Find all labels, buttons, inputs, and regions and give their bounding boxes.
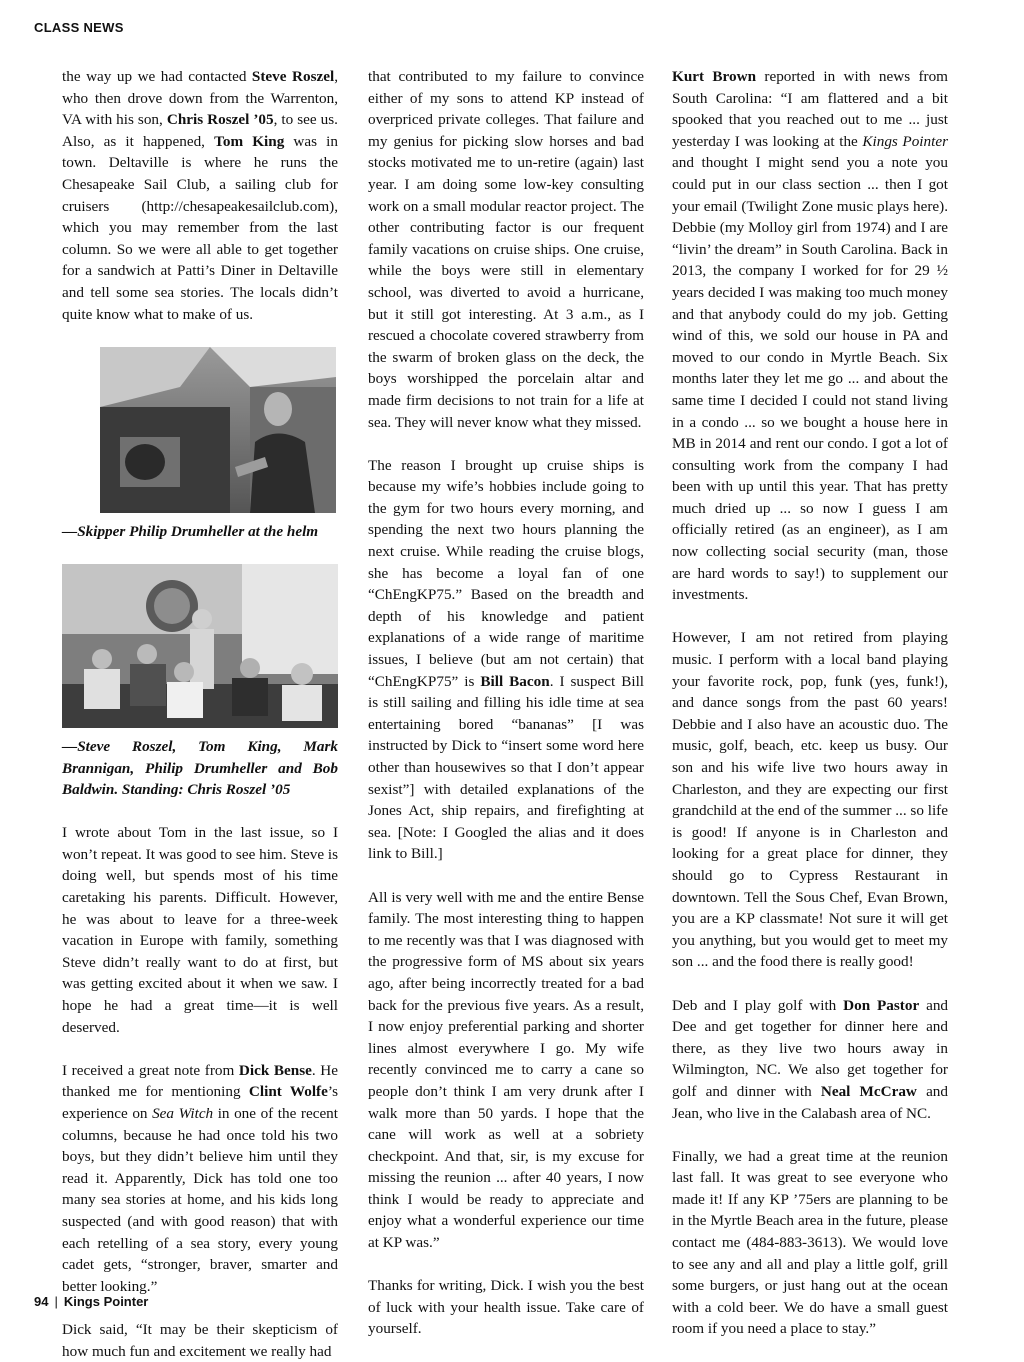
column-3 xyxy=(672,66,948,1340)
page-footer xyxy=(34,1294,148,1309)
photo-image xyxy=(100,347,336,513)
text: , to see us. Also, as it happened, xyxy=(62,111,338,150)
paragraph: Thanks for writing, Dick. I wish you the best of luck with your health issue. Take care of yourself. xyxy=(368,1277,644,1338)
photo-group xyxy=(62,564,338,728)
text: the way up we had contacted xyxy=(62,68,252,85)
name: Steve Roszel xyxy=(251,68,335,85)
text: The reason I brought up cruise ships is because my wife’s hobbies include going to the gym for two hours every morning, and spending the next two hours planning the next cruise. While reading the cruise blogs, she has become a loyal fan of one “ChEngKP75.” Based on the breadth and depth of his knowledge and patient explanations of a wide range of maritime issues, I believe (but am not certain) that “ChEngKP75” is xyxy=(368,456,644,690)
italic-title: Kings Pointer xyxy=(862,132,948,150)
paragraph: that contributed to my failure to convince either of my sons to attend KP instead of overpriced private colleges. That failure and my genius for picking slow horses and bad stocks motivated me to un-retire (again) last year. I am doing some low-key consulting work on a small modular reactor project. The other contributing factor is our frequent family vacations on cruise ships. One cruise, while the boys were still in elementary school, was diverted to avoid a hurricane, but it still got interesting. At 3 a.m., as I rescued a chocolate covered strawberry from the swarm of broken glass on the deck, the boys worshipped the porcelain altar and made firm decisions to not train for a life at sea. They will never know what they missed. xyxy=(368,68,644,431)
name: Neal McCraw xyxy=(820,1082,917,1100)
photo-caption-2: —Steve Roszel, Tom King, Mark Brannigan, Philip Drumheller and Bob Baldwin. Standing: Chris Roszel ’05 xyxy=(62,737,338,799)
page-number: 94 xyxy=(34,1294,49,1309)
text: Deb and I play golf with xyxy=(672,996,844,1014)
name: Tom King xyxy=(214,132,285,150)
publication-name: Kings Pointer xyxy=(63,1294,149,1309)
paragraph: I wrote about Tom in the last issue, so I won’t repeat. It was good to see him. Steve is doing well, but spends most of his time caretaking his parents. Difficult. However, he was about to leave for a three-week vacation in Europe with family, something Steve didn’t really want to do at first, but was getting excited about it when we saw. I hope he had a great time—it is well deserved. xyxy=(62,824,338,1036)
text: reported in with news from South Carolina: “I am flattered and a bit spooked that you reached out to me ... just yesterday I was looking at the xyxy=(672,68,948,150)
text: . I suspect Bill is still sailing and filling his idle time at sea entertaining bored “bananas” [I was instructed by Dick to “insert some word here other than housewives so that I don’t appear sexist”] with detailed explanations of the Jones Act, ship repairs, and firefighting at sea. [Note: I Googled the alias and it does link to Bill.] xyxy=(368,672,645,863)
photo-image xyxy=(62,564,338,728)
name: Chris Roszel ’05 xyxy=(166,111,274,129)
text: and Jean, who live in the Calabash area of NC. xyxy=(672,1082,948,1122)
italic-title: Sea Witch xyxy=(152,1105,214,1122)
text: and Dee and get together for dinner here and there, as they live two hours away in Wilmington, NC. We also get together for golf and dinner with xyxy=(672,996,949,1100)
column-2 xyxy=(368,66,644,1340)
paragraph: All is very well with me and the entire Bense family. The most interesting thing to happen to me recently was that I was diagnosed with the progressive form of MS about six years ago, after being incorrectly treated for a bad back for the previous five years. As a result, I now enjoy preferential parking and shorter lines almost everywhere I go. My wife recently convinced me to carry a cane so people don’t think I am very drunk after I walk more than 50 yards. I hope that the cane will work as well at a sobriety checkpoint. And that, sir, is my excuse for missing the reunion ... after 40 years, I now think I would be ready to appreciate and enjoy what a wonderful experience our time at KP was.” xyxy=(368,888,644,1252)
text: in one of the recent columns, because he had once told his two boys, but they didn’t believe him until they read it. Apparently, Dick has told one too many sea stories at home, and his kids long suspected (and with good reason) that with each retelling of a sea story, every young cadet gets, “stronger, braver, smarter and better looking.” xyxy=(62,1105,338,1295)
name: Dick Bense xyxy=(238,1061,312,1079)
text: was in town. Deltaville is where he runs the Chesapeake Sail Club, a sailing club for cruisers (http://chesapeakesailclub.com), which you may remember from the last column. So we were all able to get together for a sandwich at Patti’s Diner in Deltaville and tell some sea stories. The locals didn’t quite know what to make of us. xyxy=(62,132,338,323)
paragraph xyxy=(672,66,948,606)
paragraph: Dick said, “It may be their skepticism of how much fun and excitement we really had xyxy=(62,1320,338,1360)
section-title: CLASS NEWS xyxy=(34,20,124,35)
name: Clint Wolfe xyxy=(248,1083,328,1101)
text: and thought I might send you a note you could put in our class section ... then I got your email (Twilight Zone music plays here). Debbie (my Molloy girl from 1974) and I are “livin’ the dream” in South Carolina. Back in 2013, the company I worked for for 29 ½ years decided I was making too much money and that anybody could do my job. Getting wind of this, we sold our house in PA and moved to our condo in Myrtle Beach. Six months later they let me go ... and about the same time I decided I could not stand living in a condo ... so we bought a house here in MB in 2014 and rent our condo. I got a lot of consulting work from the company I had been with up until this year. That has pretty much dried up ... so now I guess I am officially retired (as an engineer), as I am now collecting social security (man, those are hard words to say!) to supplement our investments. xyxy=(672,154,948,604)
photo-skipper-at-helm xyxy=(100,347,336,513)
name: Kurt Brown xyxy=(672,68,757,85)
paragraph xyxy=(368,455,644,865)
paragraph: Finally, we had a great time at the reunion last fall. It was great to see everyone who made it! If any KP ’75ers are planning to be in the Myrtle Beach area in the future, please contact me (484-883-3613). We would love to see any and all and play a little golf, grill some burgers, or just hang out at the ocean with a cold beer. We do have a small guest room if you need a place to stay.” xyxy=(672,1147,948,1338)
photo-caption-1: —Skipper Philip Drumheller at the helm xyxy=(62,522,319,540)
name: Bill Bacon xyxy=(480,672,550,690)
text: , who then drove down from the Warrenton, VA with his son, xyxy=(62,68,338,129)
text: I received a great note from xyxy=(62,1061,239,1079)
paragraph xyxy=(62,1060,338,1298)
footer-separator: | xyxy=(54,1294,58,1309)
name: Don Pastor xyxy=(843,996,920,1014)
text: ’s experience on xyxy=(62,1083,338,1122)
text: . He thanked me for mentioning xyxy=(62,1061,339,1101)
paragraph xyxy=(672,995,948,1125)
column-1 xyxy=(62,66,338,1362)
paragraph: However, I am not retired from playing music. I perform with a local band playing your favorite rock, pop, funk (yes, funk!), and dance songs from the past 60 years! Debbie and I also have an acoustic duo. The music, golf, beach, etc. keep us busy. Our son and his wife live two hours away in Charleston, and they are expecting our first grandchild at the end of the summer ... so life is good! If anyone is in Charleston and looking for a great place for dinner, they should go to Cypress Restaurant in downtown. Tell the Sous Chef, Evan Brown, you are a KP classmate! Not sure it will get you anything, but you would get to meet my son ... and the food there is really good! xyxy=(672,629,948,971)
paragraph xyxy=(62,66,338,325)
